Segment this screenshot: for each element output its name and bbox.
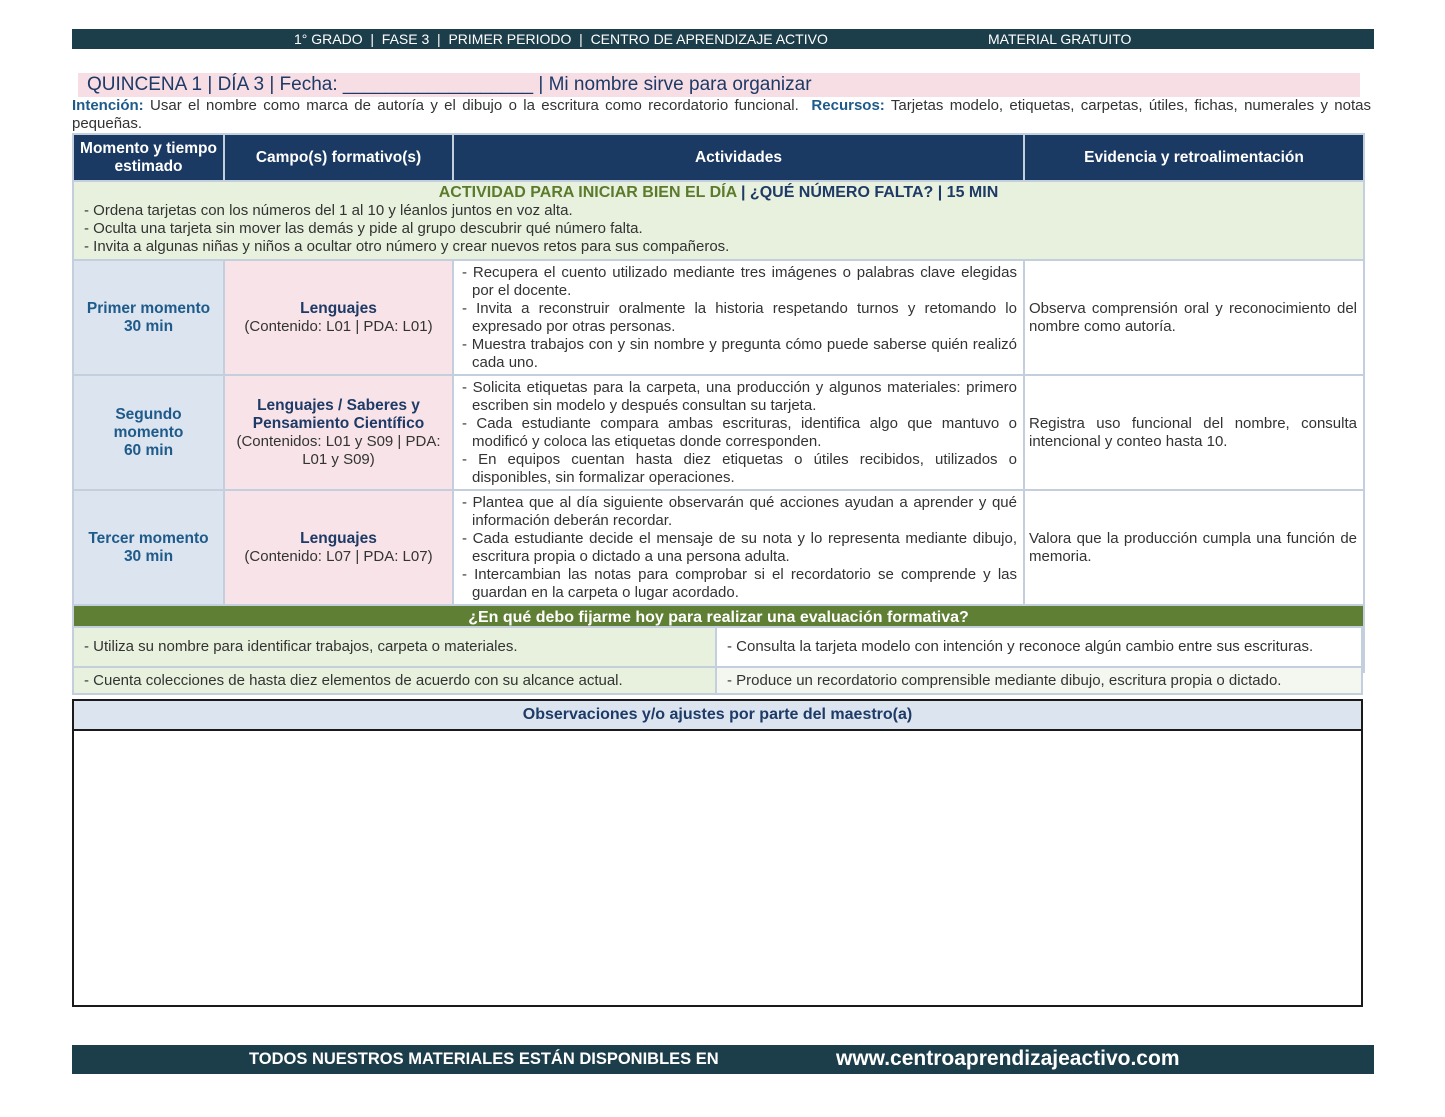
evaluation-item: - Cuenta colecciones de hasta diez elementos de acuerdo con su alcance actual. — [84, 672, 623, 689]
campo-name: Lenguajes / Saberes y Pensamiento Científico — [252, 396, 425, 432]
footer-bar — [72, 1045, 1374, 1074]
activities-cell — [453, 260, 1024, 375]
evaluation-grid — [72, 626, 1363, 695]
moment-cell — [73, 490, 224, 605]
recursos-label: Recursos: — [811, 97, 885, 114]
evaluation-cell — [715, 666, 1363, 695]
moment-label: Segundo momento — [113, 405, 184, 441]
page-title: QUINCENA 1 | DÍA 3 | Fecha: __________________ | Mi nombre sirve para organizar — [87, 74, 812, 95]
moment-time: 60 min — [123, 441, 174, 459]
header-campo: Campo(s) formativo(s) — [224, 134, 453, 181]
moment-cell — [73, 260, 224, 375]
footer-text: TODOS NUESTROS MATERIALES ESTÁN DISPONIBLES EN — [249, 1050, 719, 1068]
activity-item: - Plantea que al día siguiente observarán qué acciones ayudan a aprender y qué información deberán recordar. — [462, 494, 1017, 529]
recursos-text: Tarjetas modelo, etiquetas, carpetas, útiles, fichas, numerales y notas pequeñas. — [72, 97, 1371, 132]
header-bar-right: MATERIAL GRATUITO — [988, 31, 1132, 47]
evaluation-cell — [72, 666, 717, 695]
evidence-cell: Valora que la producción cumpla una función de memoria. — [1024, 490, 1364, 605]
warmup-row — [73, 181, 1364, 260]
warmup-line: - Invita a algunas niñas y niños a ocultar otro número y crear nuevos retos para sus compañeros. — [84, 238, 730, 255]
table-header-row — [73, 134, 1364, 181]
moment-cell — [73, 375, 224, 490]
activity-item: - Recupera el cuento utilizado mediante tres imágenes o palabras clave elegidas por el docente. — [462, 264, 1017, 299]
evaluation-item: - Consulta la tarjeta modelo con intención y reconoce algún cambio entre sus escrituras. — [727, 638, 1314, 655]
intencion-text: Usar el nombre como marca de autoría y el dibujo o la escritura como recordatorio funcional. — [150, 97, 799, 114]
moment-label: Primer momento — [86, 299, 211, 317]
evaluation-item: - Utiliza su nombre para identificar trabajos, carpeta o materiales. — [84, 638, 518, 655]
campo-contenido: (Contenido: L01 | PDA: L01) — [244, 317, 433, 335]
campo-contenido: (Contenido: L07 | PDA: L07) — [244, 547, 433, 565]
moment-label: Tercer momento — [88, 529, 209, 547]
evaluation-cell — [72, 626, 717, 668]
activities-cell — [453, 375, 1024, 490]
evidence-cell: Registra uso funcional del nombre, consulta intencional y conteo hasta 10. — [1024, 375, 1364, 490]
activity-item: - Invita a reconstruir oralmente la historia respetando turnos y retomando lo expresado por otras personas. — [462, 300, 1017, 335]
observations-box — [72, 699, 1363, 1007]
activity-item: - Solicita etiquetas para la carpeta, una producción y algunos materiales: primero escriben sin modelo y después consultan su tarjeta. — [462, 379, 1017, 414]
activity-item: - Muestra trabajos con y sin nombre y pregunta cómo puede saberse quién realizó cada uno. — [462, 336, 1017, 371]
header-bar-left: 1° GRADO | FASE 3 | PRIMER PERIODO | CENTRO DE APRENDIZAJE ACTIVO — [294, 31, 828, 47]
evaluation-header: ¿En qué debo fijarme hoy para realizar una evaluación formativa? — [73, 605, 1364, 631]
observations-area[interactable] — [74, 731, 1361, 1005]
table-row — [73, 490, 1364, 605]
campo-name: Lenguajes — [300, 529, 377, 547]
warmup-line: - Oculta una tarjeta sin mover las demás y pide al grupo descubrir qué número falta. — [84, 220, 643, 237]
observations-header: Observaciones y/o ajustes por parte del maestro(a) — [74, 701, 1361, 731]
warmup-line: - Ordena tarjetas con los números del 1 al 10 y léanlos juntos en voz alta. — [84, 202, 573, 219]
activity-item: - Cada estudiante compara ambas escrituras, identifica algo que mantuvo o modificó y coloca las etiquetas donde corresponden. — [462, 415, 1017, 450]
header-evidencia: Evidencia y retroalimentación — [1024, 134, 1364, 181]
campo-cell — [224, 490, 453, 605]
activity-item: - Intercambian las notas para comprobar si el recordatorio se comprende y las guardan en la carpeta o lugar acordado. — [462, 566, 1017, 601]
campo-cell — [224, 260, 453, 375]
warmup-title-blue: | ¿QUÉ NÚMERO FALTA? | 15 MIN — [736, 184, 999, 201]
table-row — [73, 260, 1364, 375]
evaluation-item: - Produce un recordatorio comprensible mediante dibujo, escritura propia o dictado. — [727, 672, 1282, 689]
header-bar — [72, 29, 1374, 49]
header-actividades: Actividades — [453, 134, 1024, 181]
evidence-cell: Observa comprensión oral y reconocimiento del nombre como autoría. — [1024, 260, 1364, 375]
footer-website-link[interactable]: www.centroaprendizajeactivo.com — [836, 1047, 1180, 1070]
moment-time: 30 min — [123, 547, 174, 565]
campo-name: Lenguajes — [300, 299, 377, 317]
warmup-title-green: ACTIVIDAD PARA INICIAR BIEN EL DÍA — [438, 184, 737, 201]
warmup-title — [84, 184, 1353, 202]
header-momento: Momento y tiempo estimado — [73, 134, 224, 181]
activities-cell — [453, 490, 1024, 605]
activity-item: - Cada estudiante decide el mensaje de su nota y lo representa mediante dibujo, escritura propia o dictado a una persona adulta. — [462, 530, 1017, 565]
table-row — [73, 375, 1364, 490]
moment-time: 30 min — [123, 317, 174, 335]
warmup-cell — [73, 181, 1364, 260]
campo-contenido: (Contenidos: L01 y S09 | PDA: L01 y S09) — [236, 432, 441, 468]
campo-cell — [224, 375, 453, 490]
intro-paragraph — [72, 97, 1371, 133]
evaluation-cell — [715, 626, 1363, 668]
activity-item: - En equipos cuentan hasta diez etiquetas o útiles recibidos, utilizados o disponibles, sin formalizar operaciones. — [462, 451, 1017, 486]
plan-table — [72, 133, 1365, 673]
intencion-label: Intención: — [72, 97, 144, 114]
